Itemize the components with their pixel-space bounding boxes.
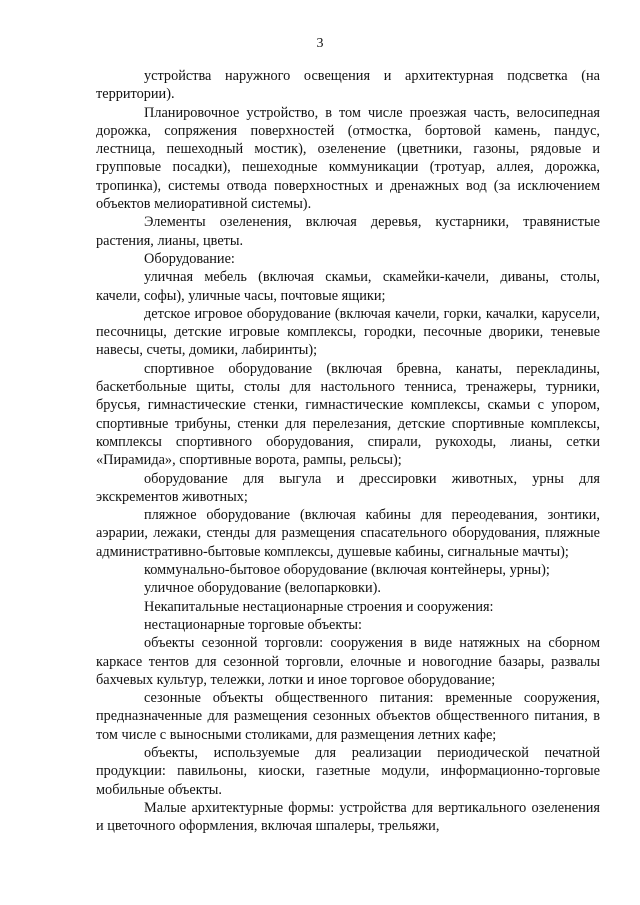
paragraph: устройства наружного освещения и архитектурная подсветка (на территории). <box>96 68 600 103</box>
paragraph: нестационарные торговые объекты: <box>144 616 362 633</box>
paragraph: коммунально-бытовое оборудование (включая контейнеры, урны); <box>144 562 550 579</box>
document-body <box>96 67 600 835</box>
paragraph: уличная мебель (включая скамьи, скамейки-качели, диваны, столы, качели, софы), уличные часы, почтовые ящики; <box>96 269 600 304</box>
paragraph: Оборудование: <box>144 250 235 267</box>
paragraph: сезонные объекты общественного питания: временные сооружения, предназначенные для размещения сезонных объектов общественного питания, в том числе с выносными столиками, для размещения летних кафе; <box>96 690 600 743</box>
paragraph: объекты сезонной торговли: сооружения в виде натяжных на сборном каркасе тентов для сезонной торговли, елочные и новогодние базары, развалы бахчевых культур, тележки, лотки и иное торговое оборудование; <box>96 635 600 688</box>
paragraph: Малые архитектурные формы: устройства для вертикального озеленения и цветочного оформления, включая шпалеры, трельяжи, <box>96 799 600 835</box>
paragraph: объекты, используемые для реализации периодической печатной продукции: павильоны, киоски, газетные модули, информационно-торговые мобильные объекты. <box>96 744 600 798</box>
paragraph: уличное оборудование (велопарковки). <box>144 580 381 597</box>
paragraph: Планировочное устройство, в том числе проезжая часть, велосипедная дорожка, сопряжения поверхностей (отмостка, бортовой камень, пандус, лестница, пешеходный мостик), озеленение (цветники, газоны, рядовые и групповые посадки), пешеходные коммуникации (тротуар, аллея, дорожка, тропинка), системы отвода поверхностных и дренажных вод (за исключением объектов мелиоративной системы). <box>96 104 600 213</box>
paragraph: Некапитальные нестационарные строения и сооружения: <box>144 598 494 615</box>
paragraph: оборудование для выгула и дрессировки животных, урны для экскрементов животных; <box>96 470 600 505</box>
paragraph: детское игровое оборудование (включая качели, горки, качалки, карусели, песочницы, детские игровые комплексы, городки, песочные дворики, теневые навесы, счеты, домики, лабиринты); <box>96 305 600 359</box>
page-number: 3 <box>316 36 324 51</box>
paragraph: пляжное оборудование (включая кабины для переодевания, зонтики, аэрарии, лежаки, стенды для размещения спасательного оборудования, пляжные административно-бытовые комплексы, душевые кабины, сигнальные мачты); <box>96 507 600 560</box>
paragraph: Элементы озеленения, включая деревья, кустарники, травянистые растения, лианы, цветы. <box>96 214 600 249</box>
paragraph: спортивное оборудование (включая бревна, канаты, перекладины, баскетбольные щиты, столы для настольного тенниса, тренажеры, турники, брусья, гимнастические стенки, гимнастические комплексы, скамьи с упором, спортивные трибуны, стенки для перелезания, детские спортивные комплексы, комплексы спортивного оборудования, спирали, рукоходы, лианы, сетки «Пирамида», спортивные ворота, рампы, рельсы); <box>96 360 600 469</box>
